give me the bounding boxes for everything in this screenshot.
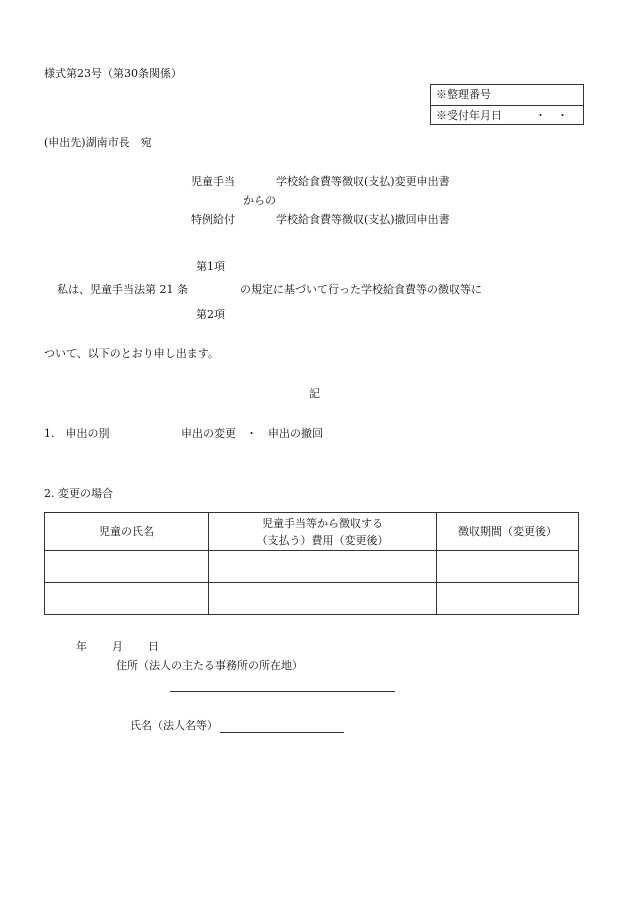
- receipt-date-field[interactable]: [431, 105, 583, 125]
- body-line-continue: ついて、以下のとおり申し出ます。: [44, 347, 219, 360]
- ki-heading: 記: [309, 387, 320, 400]
- section-1-label: 1. 申出の別: [44, 427, 110, 440]
- office-use-box: [430, 84, 584, 125]
- header-collection-period: 徴収期間（変更後）: [437, 513, 579, 551]
- date-year: 年: [76, 640, 87, 653]
- choice-withdraw[interactable]: 申出の撤回: [268, 427, 323, 440]
- body-line-end: の規定に基づいて行った学校給食費等の徴収等に: [240, 283, 482, 296]
- date-month: 月: [112, 640, 123, 653]
- addressee: (申出先)湖南市長 宛: [44, 136, 152, 149]
- title-option-special-benefit: 特例給付: [191, 213, 235, 226]
- body-line-start: 私は、児童手当法第 21 条: [57, 283, 188, 296]
- cell-cost[interactable]: [209, 551, 437, 583]
- table-row: [45, 583, 579, 615]
- cell-child-name[interactable]: [45, 551, 209, 583]
- choice-change[interactable]: 申出の変更: [181, 427, 236, 440]
- form-number: 様式第23号（第30条関係）: [44, 67, 182, 80]
- change-details-table: [44, 512, 579, 615]
- clause-2: 第2項: [196, 308, 225, 321]
- header-cost: [209, 513, 437, 551]
- receipt-date-separators: ・ ・: [535, 109, 568, 122]
- cell-collection-period[interactable]: [437, 551, 579, 583]
- name-label: 氏名（法人名等）: [130, 719, 218, 732]
- address-label: 住所（法人の主たる事務所の所在地）: [116, 659, 303, 672]
- cell-cost[interactable]: [209, 583, 437, 615]
- section-2-label: 2. 変更の場合: [44, 487, 113, 500]
- name-line[interactable]: [220, 732, 344, 733]
- management-number-field[interactable]: [431, 85, 583, 105]
- address-line[interactable]: [170, 691, 395, 692]
- choice-separator: ・: [246, 427, 257, 440]
- cell-collection-period[interactable]: [437, 583, 579, 615]
- management-number-label: ※整理番号: [436, 88, 491, 101]
- receipt-date-label: ※受付年月日: [436, 109, 502, 122]
- title-withdrawal-request: 学校給食費等徴収(支払)撤回申出書: [276, 213, 450, 226]
- clause-1: 第1項: [196, 260, 225, 273]
- table-row: [45, 551, 579, 583]
- header-cost-line-1: 児童手当等から徴収する: [262, 516, 383, 530]
- title-change-request: 学校給食費等徴収(支払)変更申出書: [276, 175, 450, 188]
- cell-child-name[interactable]: [45, 583, 209, 615]
- title-connector: からの: [243, 194, 276, 207]
- title-option-child-allowance: 児童手当: [191, 175, 235, 188]
- date-day: 日: [148, 640, 159, 653]
- header-child-name: 児童の氏名: [45, 513, 209, 551]
- header-cost-line-2: （支払う）費用（変更後）: [256, 533, 389, 547]
- table-header-row: [45, 513, 579, 551]
